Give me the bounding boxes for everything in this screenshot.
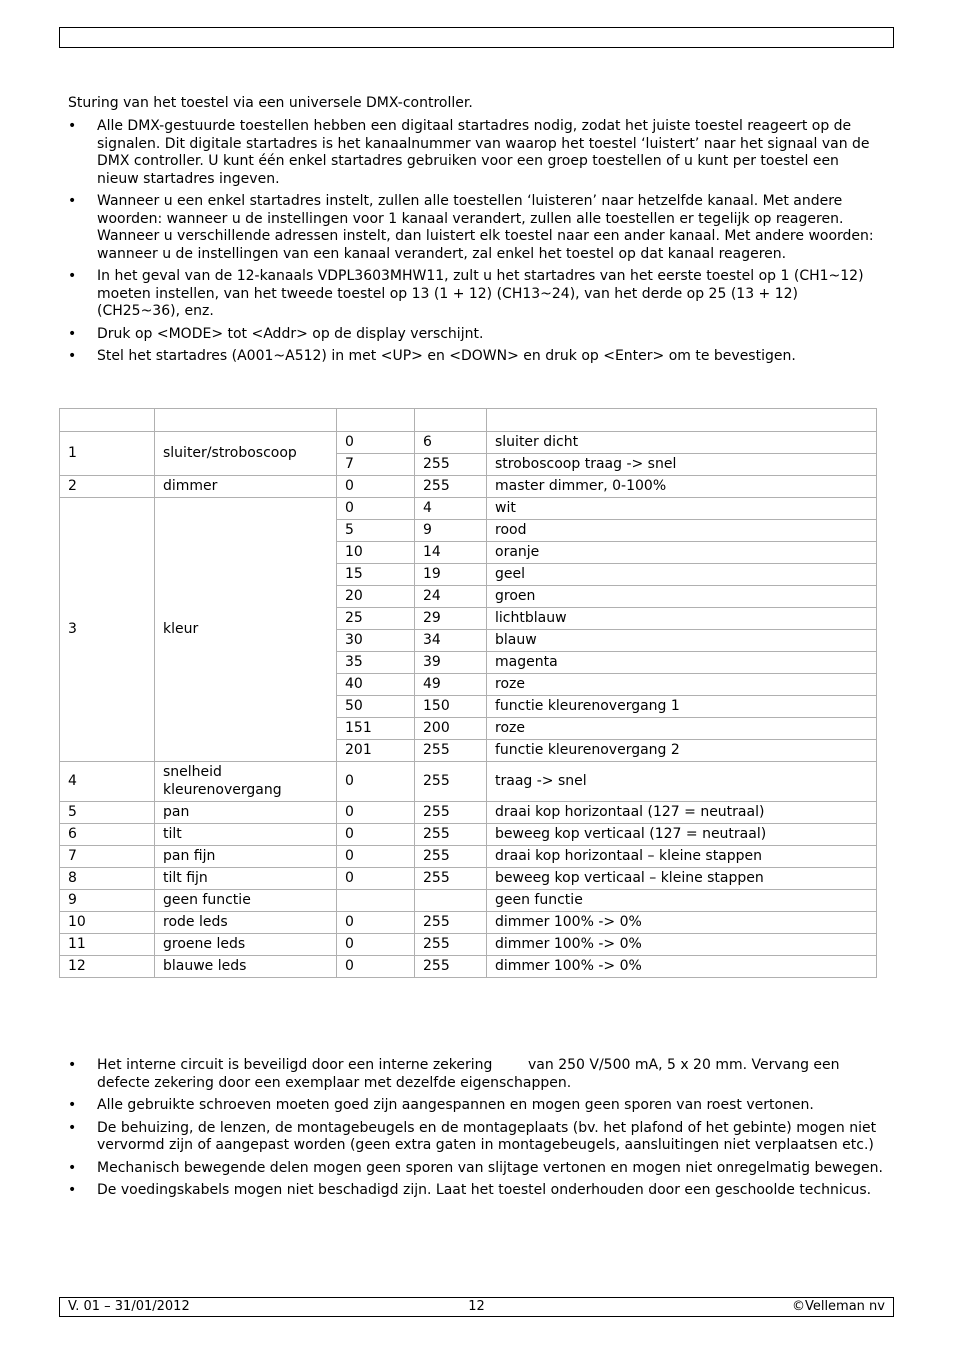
header-cell	[487, 409, 877, 432]
channel-cell: 4	[60, 762, 155, 802]
to-cell: 150	[415, 696, 487, 718]
table-row	[60, 476, 877, 498]
description-cell: dimmer 100% -> 0%	[487, 912, 877, 934]
description-cell: blauw	[487, 630, 877, 652]
description-cell: master dimmer, 0-100%	[487, 476, 877, 498]
function-cell: snelheid kleurenovergang	[155, 762, 337, 802]
description-cell: stroboscoop traag -> snel	[487, 454, 877, 476]
from-cell: 35	[337, 652, 415, 674]
function-cell: blauwe leds	[155, 956, 337, 978]
function-cell: groene leds	[155, 934, 337, 956]
description-cell: oranje	[487, 542, 877, 564]
to-cell: 9	[415, 520, 487, 542]
to-cell: 49	[415, 674, 487, 696]
function-cell: sluiter/stroboscoop	[155, 432, 337, 476]
from-cell: 50	[337, 696, 415, 718]
from-cell: 0	[337, 912, 415, 934]
header-cell	[155, 409, 337, 432]
to-cell: 34	[415, 630, 487, 652]
channel-cell: 10	[60, 912, 155, 934]
to-cell: 255	[415, 762, 487, 802]
channel-cell: 3	[60, 498, 155, 762]
list-item: • Alle DMX-gestuurde toestellen hebben een digitaal startadres nodig, zodat het juiste toestel reageert op de signalen. Dit digitale startadres is het kanaalnummer van waarop het toestel ‘luistert’ naar het signaal van de DMX controller. U kunt één enkel startadres gebruiken voor een groep toestellen of u kunt per toestel een nieuw startadres ingeven.	[68, 118, 885, 188]
footer-page-number: 12	[468, 1299, 485, 1314]
from-cell: 0	[337, 868, 415, 890]
list-item: • Alle gebruikte schroeven moeten goed zijn aangespannen en mogen geen sporen van roest vertonen.	[68, 1097, 885, 1115]
description-cell: roze	[487, 674, 877, 696]
function-cell: tilt fijn	[155, 868, 337, 890]
table-row	[60, 762, 877, 802]
to-cell	[415, 890, 487, 912]
header-box	[59, 27, 894, 48]
list-item: • De voedingskabels mogen niet beschadigd zijn. Laat het toestel onderhouden door een geschoolde technicus.	[68, 1182, 885, 1200]
description-cell: beweeg kop verticaal – kleine stappen	[487, 868, 877, 890]
header-cell	[415, 409, 487, 432]
description-cell: lichtblauw	[487, 608, 877, 630]
from-cell: 0	[337, 802, 415, 824]
function-cell: geen functie	[155, 890, 337, 912]
from-cell: 0	[337, 498, 415, 520]
dmx-channel-table	[59, 408, 877, 978]
description-cell: rood	[487, 520, 877, 542]
function-cell: kleur	[155, 498, 337, 762]
from-cell: 0	[337, 956, 415, 978]
channel-cell: 6	[60, 824, 155, 846]
list-item: • Het interne circuit is beveiligd door een interne zekering van 250 V/500 mA, 5 x 20 mm. Vervang een defecte zekering door een exemplaar met dezelfde eigenschappen.	[68, 1057, 885, 1092]
to-cell: 200	[415, 718, 487, 740]
to-cell: 6	[415, 432, 487, 454]
function-cell: pan	[155, 802, 337, 824]
description-cell: geen functie	[487, 890, 877, 912]
table-row	[60, 824, 877, 846]
from-cell: 25	[337, 608, 415, 630]
from-cell: 0	[337, 476, 415, 498]
channel-cell: 12	[60, 956, 155, 978]
from-cell: 0	[337, 846, 415, 868]
to-cell: 255	[415, 802, 487, 824]
channel-cell: 8	[60, 868, 155, 890]
to-cell: 255	[415, 740, 487, 762]
from-cell: 20	[337, 586, 415, 608]
function-cell: tilt	[155, 824, 337, 846]
from-cell: 0	[337, 824, 415, 846]
header-cell	[60, 409, 155, 432]
from-cell: 15	[337, 564, 415, 586]
from-cell: 40	[337, 674, 415, 696]
description-cell: sluiter dicht	[487, 432, 877, 454]
to-cell: 255	[415, 824, 487, 846]
from-cell	[337, 890, 415, 912]
list-item: • Druk op <MODE> tot <Addr> op de display verschijnt.	[68, 326, 885, 344]
description-cell: functie kleurenovergang 2	[487, 740, 877, 762]
description-cell: dimmer 100% -> 0%	[487, 934, 877, 956]
to-cell: 255	[415, 912, 487, 934]
to-cell: 255	[415, 956, 487, 978]
from-cell: 151	[337, 718, 415, 740]
description-cell: draai kop horizontaal (127 = neutraal)	[487, 802, 877, 824]
table-row	[60, 956, 877, 978]
description-cell: dimmer 100% -> 0%	[487, 956, 877, 978]
footer-version: V. 01 – 31/01/2012	[68, 1299, 190, 1314]
from-cell: 5	[337, 520, 415, 542]
to-cell: 255	[415, 934, 487, 956]
list-item: • Wanneer u een enkel startadres instelt, zullen alle toestellen ‘luisteren’ naar hetzelfde kanaal. Met andere woorden: wanneer u de instellingen voor 1 kanaal verandert, zullen alle toestellen er tegelijk op reageren. Wanneer u verschillende adressen instelt, dan luistert elk toestel naar een ander kanaal. Met andere woorden: wanneer u de instellingen van een kanaal verandert, zal enkel het toestel op dat kanaal reageren.	[68, 193, 885, 263]
function-cell: dimmer	[155, 476, 337, 498]
table-row	[60, 846, 877, 868]
to-cell: 255	[415, 476, 487, 498]
to-cell: 14	[415, 542, 487, 564]
dmx-instructions-list	[68, 118, 885, 371]
to-cell: 255	[415, 454, 487, 476]
list-item: • In het geval van de 12-kanaals VDPL3603MHW11, zult u het startadres van het eerste toestel op 1 (CH1~12) moeten instellen, van het tweede toestel op 13 (1 + 12) (CH13~24), van het derde op 25 (13 + 12) (CH25~36), enz.	[68, 268, 885, 321]
table-row	[60, 912, 877, 934]
header-cell	[337, 409, 415, 432]
to-cell: 4	[415, 498, 487, 520]
table-row	[60, 890, 877, 912]
table-row	[60, 498, 877, 520]
from-cell: 0	[337, 934, 415, 956]
from-cell: 0	[337, 762, 415, 802]
list-item: • De behuizing, de lenzen, de montagebeugels en de montageplaats (bv. het plafond of het gebinte) mogen niet vervormd zijn of aangepast worden (geen extra gaten in montagebeugels, aansluitingen niet verplaatsen etc.)	[68, 1120, 885, 1155]
from-cell: 10	[337, 542, 415, 564]
channel-cell: 9	[60, 890, 155, 912]
channel-cell: 7	[60, 846, 155, 868]
footer-copyright: ©Velleman nv	[791, 1299, 885, 1314]
function-cell: rode leds	[155, 912, 337, 934]
channel-cell: 2	[60, 476, 155, 498]
description-cell: draai kop horizontaal – kleine stappen	[487, 846, 877, 868]
channel-cell: 11	[60, 934, 155, 956]
list-item: • Stel het startadres (A001~A512) in met <UP> en <DOWN> en druk op <Enter> om te bevestigen.	[68, 348, 885, 366]
to-cell: 255	[415, 846, 487, 868]
table-row	[60, 868, 877, 890]
description-cell: wit	[487, 498, 877, 520]
table-row	[60, 934, 877, 956]
description-cell: magenta	[487, 652, 877, 674]
from-cell: 0	[337, 432, 415, 454]
description-cell: groen	[487, 586, 877, 608]
page-footer	[59, 1297, 894, 1317]
description-cell: roze	[487, 718, 877, 740]
maintenance-list	[68, 1057, 885, 1205]
from-cell: 30	[337, 630, 415, 652]
to-cell: 24	[415, 586, 487, 608]
channel-cell: 1	[60, 432, 155, 476]
list-item: • Mechanisch bewegende delen mogen geen sporen van slijtage vertonen en mogen niet onregelmatig bewegen.	[68, 1160, 885, 1178]
to-cell: 39	[415, 652, 487, 674]
from-cell: 7	[337, 454, 415, 476]
from-cell: 201	[337, 740, 415, 762]
to-cell: 19	[415, 564, 487, 586]
channel-cell: 5	[60, 802, 155, 824]
description-cell: functie kleurenovergang 1	[487, 696, 877, 718]
intro-text: Sturing van het toestel via een universele DMX-controller.	[68, 95, 473, 111]
to-cell: 29	[415, 608, 487, 630]
description-cell: geel	[487, 564, 877, 586]
to-cell: 255	[415, 868, 487, 890]
description-cell: beweeg kop verticaal (127 = neutraal)	[487, 824, 877, 846]
table-row	[60, 802, 877, 824]
table-header-row	[60, 409, 877, 432]
function-cell: pan fijn	[155, 846, 337, 868]
description-cell: traag -> snel	[487, 762, 877, 802]
table-row	[60, 432, 877, 454]
